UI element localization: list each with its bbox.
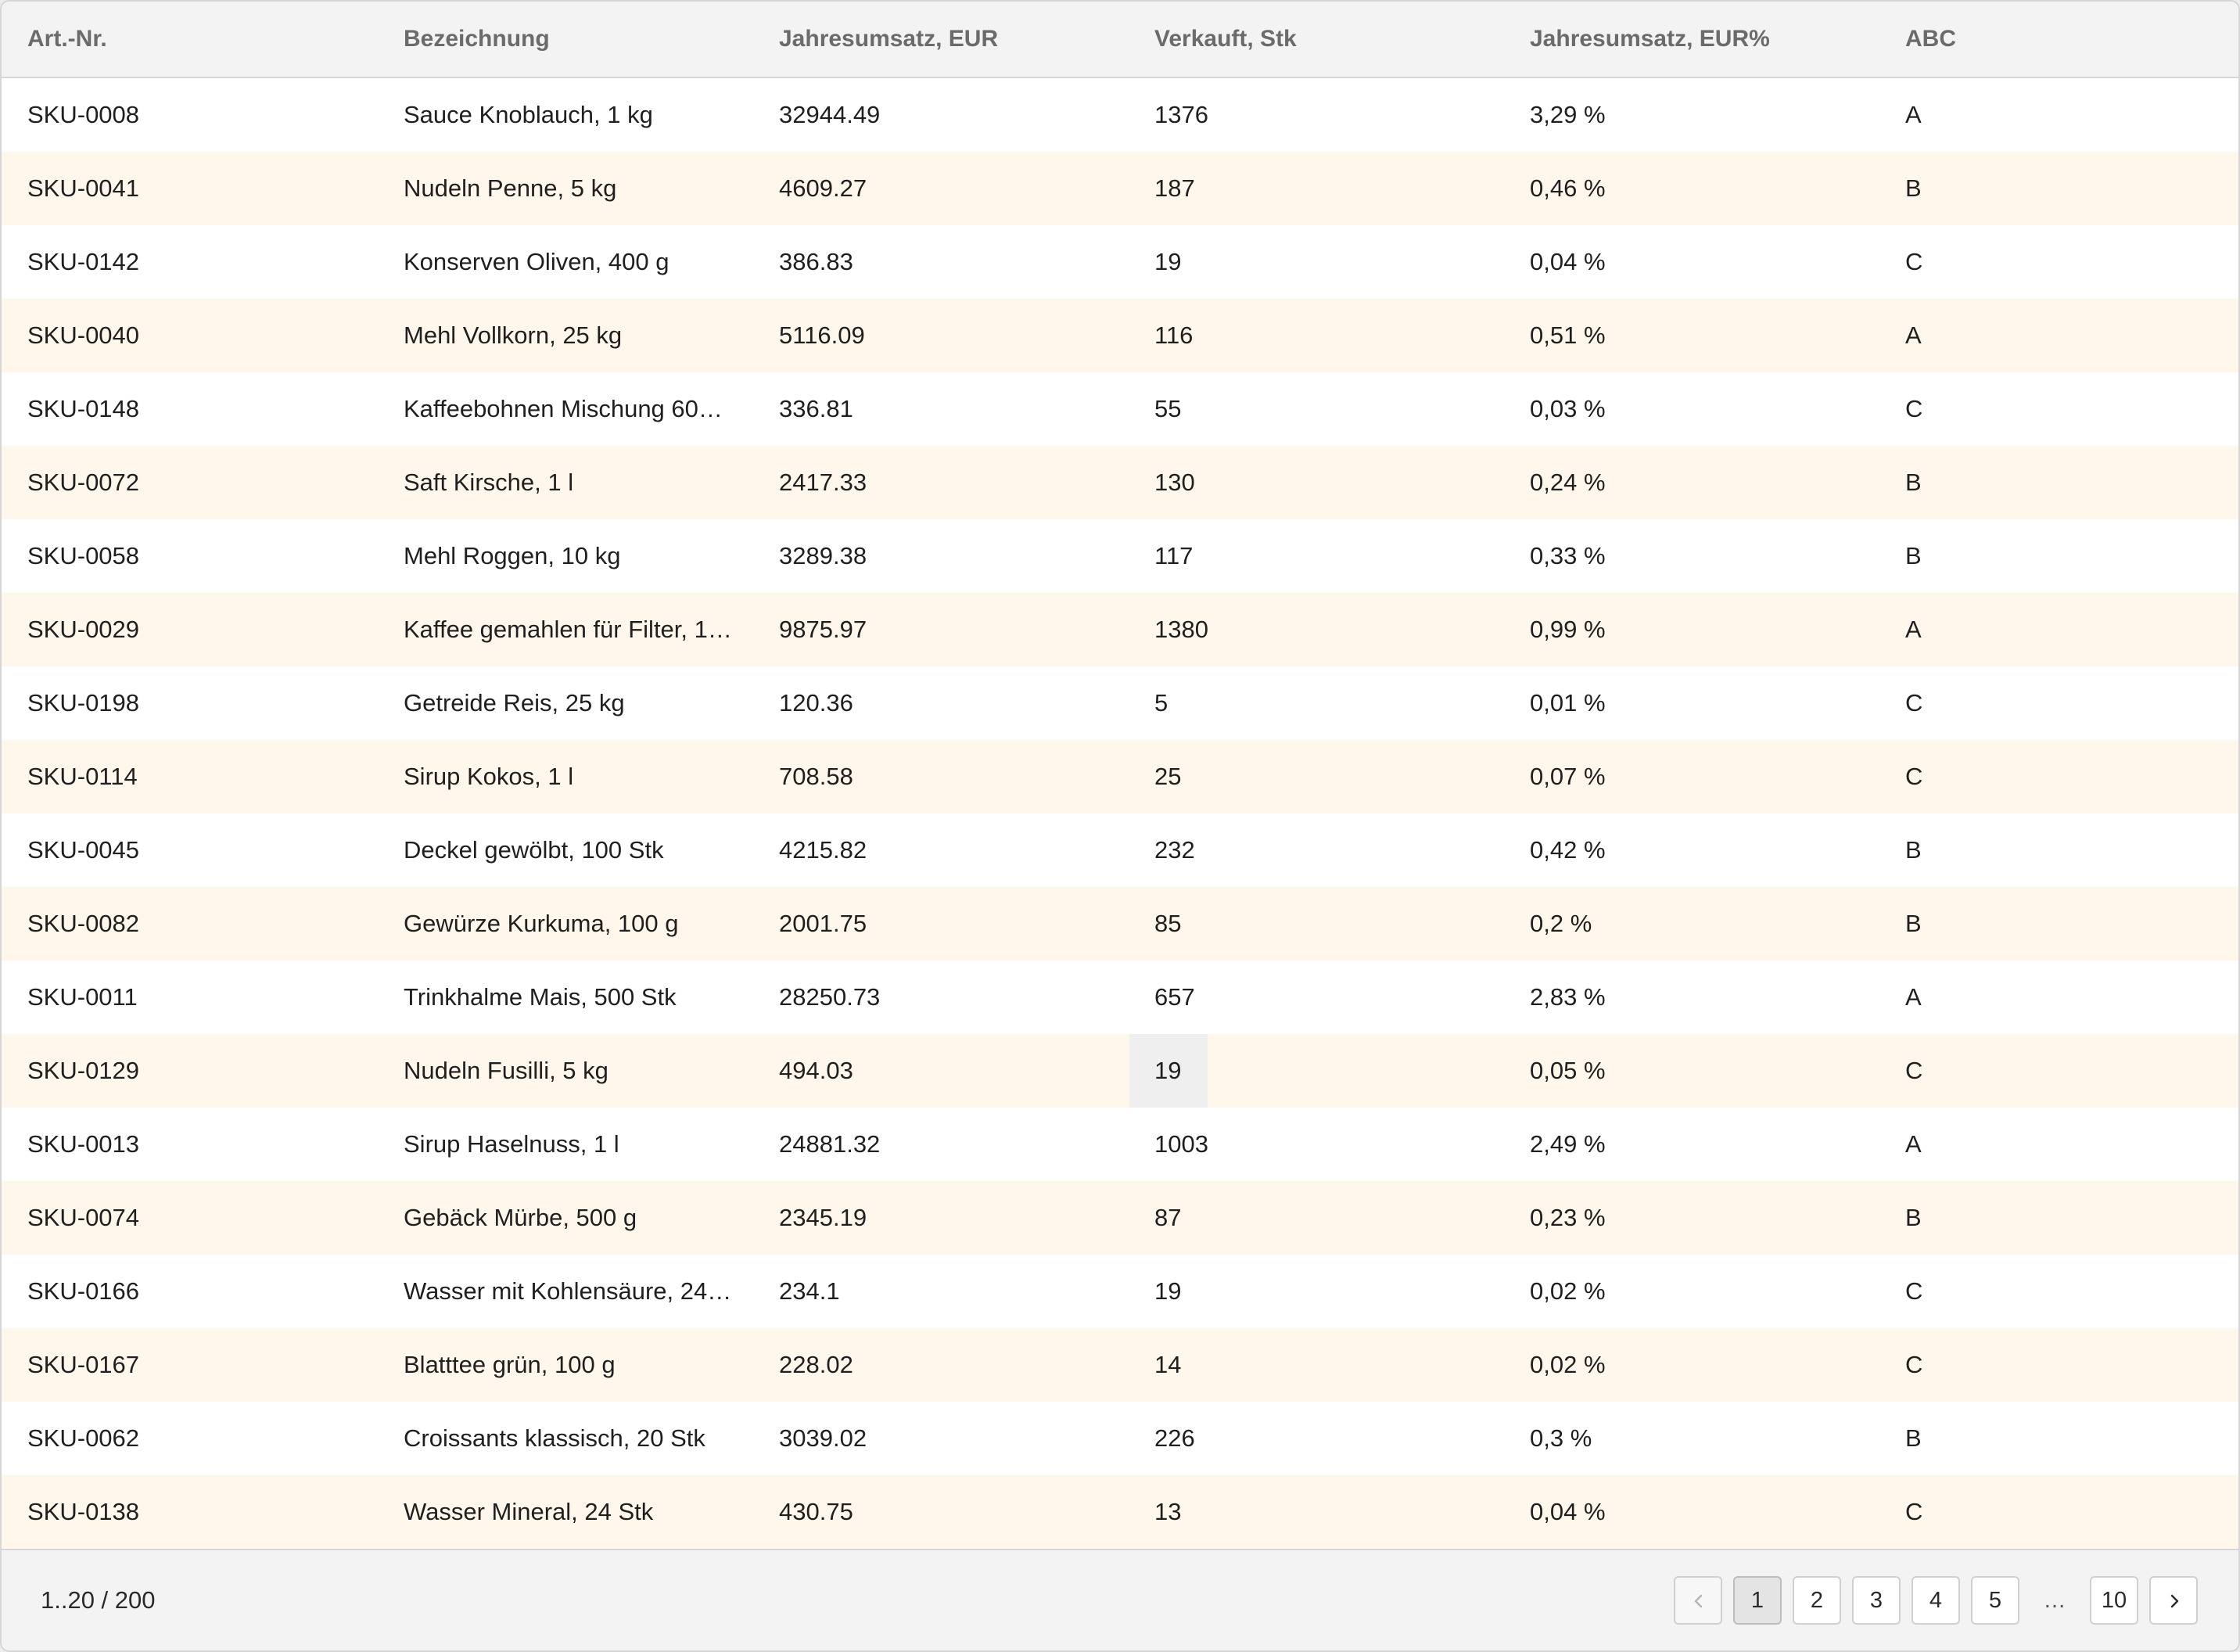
- cell-art-nr[interactable]: SKU-0166: [27, 1277, 140, 1305]
- page-button-3[interactable]: 3: [1852, 1576, 1901, 1625]
- table-row[interactable]: [2, 887, 2238, 961]
- header-col-jahresumsatz-pct[interactable]: Jahresumsatz, EUR%: [1530, 26, 1770, 52]
- cell-bezeichnung[interactable]: Wasser mit Kohlensäure, 24…: [404, 1277, 732, 1305]
- cell-jahresumsatz[interactable]: 494.03: [779, 1057, 853, 1084]
- cell-jahresumsatz-pct[interactable]: 0,99 %: [1530, 616, 1606, 643]
- cell-verkauft[interactable]: 85: [1154, 910, 1182, 937]
- cell-abc[interactable]: C: [1905, 395, 1923, 422]
- cell-bezeichnung[interactable]: Wasser Mineral, 24 Stk: [404, 1498, 654, 1525]
- cell-abc[interactable]: C: [1905, 689, 1923, 716]
- next-page-button[interactable]: [2149, 1576, 2198, 1625]
- cell-jahresumsatz[interactable]: 5116.09: [779, 321, 865, 349]
- cell-jahresumsatz[interactable]: 4609.27: [779, 174, 867, 202]
- page-button-5[interactable]: 5: [1971, 1576, 2019, 1625]
- cell-jahresumsatz[interactable]: 386.83: [779, 248, 853, 275]
- cell-art-nr[interactable]: SKU-0058: [27, 542, 140, 569]
- table-row[interactable]: [2, 1475, 2238, 1549]
- cell-jahresumsatz-pct[interactable]: 0,02 %: [1530, 1351, 1606, 1378]
- cell-jahresumsatz[interactable]: 9875.97: [779, 616, 867, 643]
- table-row[interactable]: [2, 1108, 2238, 1181]
- cell-abc[interactable]: C: [1905, 763, 1923, 790]
- cell-bezeichnung[interactable]: Mehl Vollkorn, 25 kg: [404, 321, 623, 349]
- header-col-art-nr[interactable]: Art.-Nr.: [27, 26, 107, 52]
- cell-jahresumsatz-pct[interactable]: 0,42 %: [1530, 836, 1606, 864]
- cell-jahresumsatz[interactable]: 2001.75: [779, 910, 867, 937]
- cell-art-nr[interactable]: SKU-0129: [27, 1057, 140, 1084]
- table-row[interactable]: [2, 225, 2238, 299]
- cell-bezeichnung[interactable]: Gebäck Mürbe, 500 g: [404, 1204, 637, 1231]
- pagination: [1674, 1576, 2198, 1625]
- cell-jahresumsatz[interactable]: 3039.02: [779, 1424, 867, 1452]
- page-button-1[interactable]: 1: [1733, 1576, 1782, 1625]
- prev-page-button[interactable]: [1674, 1576, 1722, 1625]
- cell-jahresumsatz-pct[interactable]: 0,04 %: [1530, 1498, 1606, 1525]
- table-row[interactable]: [2, 740, 2238, 813]
- cell-jahresumsatz-pct[interactable]: 0,51 %: [1530, 321, 1606, 349]
- cell-jahresumsatz[interactable]: 2417.33: [779, 469, 867, 496]
- cell-verkauft[interactable]: 55: [1154, 395, 1182, 422]
- cell-abc[interactable]: C: [1905, 1351, 1923, 1378]
- row-range-text: 1..20 / 200: [41, 1586, 156, 1614]
- cell-jahresumsatz-pct[interactable]: 0,2 %: [1530, 910, 1592, 937]
- table-row[interactable]: [2, 152, 2238, 225]
- cell-jahresumsatz-pct[interactable]: 0,05 %: [1530, 1057, 1606, 1084]
- cell-jahresumsatz[interactable]: 3289.38: [779, 542, 867, 569]
- cell-verkauft[interactable]: 87: [1154, 1204, 1182, 1231]
- cell-abc[interactable]: B: [1905, 1424, 1922, 1452]
- cell-art-nr[interactable]: SKU-0029: [27, 616, 140, 643]
- cell-bezeichnung[interactable]: Konserven Oliven, 400 g: [404, 248, 669, 275]
- cell-jahresumsatz-pct[interactable]: 0,03 %: [1530, 395, 1606, 422]
- cell-bezeichnung[interactable]: Sirup Haselnuss, 1 l: [404, 1130, 619, 1158]
- table-row[interactable]: [2, 813, 2238, 887]
- table-row[interactable]: [2, 1181, 2238, 1255]
- cell-abc[interactable]: B: [1905, 1204, 1922, 1231]
- cell-verkauft[interactable]: 25: [1154, 763, 1182, 790]
- cell-verkauft[interactable]: 117: [1154, 542, 1194, 569]
- cell-art-nr[interactable]: SKU-0011: [27, 983, 138, 1011]
- cell-jahresumsatz[interactable]: 430.75: [779, 1498, 853, 1525]
- page-button-10[interactable]: 10: [2090, 1576, 2138, 1625]
- cell-abc[interactable]: C: [1905, 248, 1923, 275]
- cell-jahresumsatz-pct[interactable]: 0,07 %: [1530, 763, 1606, 790]
- cell-art-nr[interactable]: SKU-0072: [27, 469, 140, 496]
- cell-abc[interactable]: B: [1905, 910, 1922, 937]
- cell-verkauft[interactable]: 130: [1154, 469, 1195, 496]
- header-col-jahresumsatz[interactable]: Jahresumsatz, EUR: [779, 26, 999, 52]
- cell-verkauft[interactable]: 1376: [1154, 101, 1208, 128]
- cell-jahresumsatz[interactable]: 28250.73: [779, 983, 881, 1011]
- cell-jahresumsatz-pct[interactable]: 0,01 %: [1530, 689, 1606, 716]
- cell-jahresumsatz-pct[interactable]: 0,02 %: [1530, 1277, 1606, 1305]
- cell-bezeichnung[interactable]: Nudeln Penne, 5 kg: [404, 174, 617, 202]
- cell-jahresumsatz-pct[interactable]: 2,83 %: [1530, 983, 1606, 1011]
- cell-abc[interactable]: A: [1905, 1130, 1922, 1158]
- cell-verkauft[interactable]: 226: [1154, 1424, 1195, 1452]
- cell-abc[interactable]: B: [1905, 469, 1922, 496]
- table-row[interactable]: [2, 1328, 2238, 1402]
- cell-verkauft[interactable]: 657: [1154, 983, 1195, 1011]
- cell-jahresumsatz[interactable]: 708.58: [779, 763, 853, 790]
- cell-art-nr[interactable]: SKU-0013: [27, 1130, 140, 1158]
- cell-bezeichnung[interactable]: Getreide Reis, 25 kg: [404, 689, 625, 716]
- cell-jahresumsatz[interactable]: 336.81: [779, 395, 853, 422]
- cell-verkauft[interactable]: 5: [1154, 689, 1168, 716]
- cell-verkauft[interactable]: 187: [1154, 174, 1195, 202]
- page-button-2[interactable]: 2: [1793, 1576, 1841, 1625]
- chevron-right-icon: [2166, 1593, 2183, 1610]
- header-col-verkauft[interactable]: Verkauft, Stk: [1154, 26, 1297, 52]
- cell-abc[interactable]: C: [1905, 1057, 1923, 1084]
- table-row[interactable]: [2, 666, 2238, 740]
- cell-jahresumsatz-pct[interactable]: 0,3 %: [1530, 1424, 1592, 1452]
- cell-jahresumsatz-pct[interactable]: 0,24 %: [1530, 469, 1606, 496]
- cell-verkauft[interactable]: 19: [1154, 1277, 1182, 1305]
- cell-verkauft[interactable]: 13: [1154, 1498, 1182, 1525]
- cell-art-nr[interactable]: SKU-0062: [27, 1424, 140, 1452]
- cell-bezeichnung[interactable]: Nudeln Fusilli, 5 kg: [404, 1057, 608, 1084]
- cell-jahresumsatz[interactable]: 2345.19: [779, 1204, 867, 1231]
- cell-jahresumsatz-pct[interactable]: 0,04 %: [1530, 248, 1606, 275]
- cell-art-nr[interactable]: SKU-0008: [27, 101, 140, 128]
- cell-bezeichnung[interactable]: Mehl Roggen, 10 kg: [404, 542, 621, 569]
- cell-jahresumsatz-pct[interactable]: 2,49 %: [1530, 1130, 1606, 1158]
- cell-bezeichnung[interactable]: Gewürze Kurkuma, 100 g: [404, 910, 679, 937]
- table-row[interactable]: [2, 372, 2238, 446]
- cell-verkauft[interactable]: 1380: [1154, 616, 1208, 643]
- cell-jahresumsatz[interactable]: 4215.82: [779, 836, 867, 864]
- header-col-bezeichnung[interactable]: Bezeichnung: [404, 26, 550, 52]
- cell-abc[interactable]: B: [1905, 542, 1922, 569]
- cell-jahresumsatz-pct[interactable]: 3,29 %: [1530, 101, 1606, 128]
- cell-jahresumsatz[interactable]: 228.02: [779, 1351, 853, 1378]
- table-row[interactable]: [2, 78, 2238, 152]
- cell-abc[interactable]: A: [1905, 101, 1922, 128]
- cell-bezeichnung[interactable]: Trinkhalme Mais, 500 Stk: [404, 983, 677, 1011]
- cell-verkauft[interactable]: 232: [1154, 836, 1195, 864]
- table-row[interactable]: [2, 593, 2238, 666]
- cell-bezeichnung[interactable]: Kaffeebohnen Mischung 60…: [404, 395, 723, 422]
- cell-jahresumsatz[interactable]: 32944.49: [779, 101, 881, 128]
- cell-abc[interactable]: B: [1905, 174, 1922, 202]
- cell-bezeichnung[interactable]: Deckel gewölbt, 100 Stk: [404, 836, 664, 864]
- cell-abc[interactable]: B: [1905, 836, 1922, 864]
- cell-art-nr[interactable]: SKU-0114: [27, 763, 138, 790]
- cell-verkauft[interactable]: 1003: [1154, 1130, 1208, 1158]
- cell-verkauft[interactable]: 116: [1154, 321, 1194, 349]
- cell-bezeichnung[interactable]: Croissants klassisch, 20 Stk: [404, 1424, 705, 1452]
- cell-abc[interactable]: A: [1905, 321, 1922, 349]
- table-row[interactable]: [2, 519, 2238, 593]
- cell-jahresumsatz-pct[interactable]: 0,46 %: [1530, 174, 1606, 202]
- cell-art-nr[interactable]: SKU-0167: [27, 1351, 140, 1378]
- header-col-abc[interactable]: ABC: [1905, 26, 1956, 52]
- cell-jahresumsatz-pct[interactable]: 0,33 %: [1530, 542, 1606, 569]
- table-row[interactable]: [2, 1034, 2238, 1108]
- cell-jahresumsatz[interactable]: 24881.32: [779, 1130, 881, 1158]
- grid-footer: [2, 1549, 2238, 1650]
- cell-abc[interactable]: A: [1905, 983, 1922, 1011]
- cell-bezeichnung[interactable]: Sauce Knoblauch, 1 kg: [404, 101, 653, 128]
- table-row[interactable]: [2, 446, 2238, 519]
- cell-art-nr[interactable]: SKU-0148: [27, 395, 140, 422]
- cell-art-nr[interactable]: SKU-0041: [27, 174, 140, 202]
- cell-bezeichnung[interactable]: Saft Kirsche, 1 l: [404, 469, 574, 496]
- cell-art-nr[interactable]: SKU-0082: [27, 910, 140, 937]
- cell-jahresumsatz-pct[interactable]: 0,23 %: [1530, 1204, 1606, 1231]
- table-row[interactable]: [2, 1402, 2238, 1475]
- cell-verkauft[interactable]: 19: [1154, 1057, 1182, 1084]
- chevron-left-icon: [1690, 1593, 1707, 1610]
- cell-verkauft[interactable]: 19: [1154, 248, 1182, 275]
- cell-bezeichnung[interactable]: Blatttee grün, 100 g: [404, 1351, 616, 1378]
- table-row[interactable]: [2, 1255, 2238, 1328]
- cell-bezeichnung[interactable]: Kaffee gemahlen für Filter, 1…: [404, 616, 732, 643]
- cell-art-nr[interactable]: SKU-0040: [27, 321, 140, 349]
- grid-header: [2, 2, 2238, 78]
- page-button-4[interactable]: 4: [1912, 1576, 1960, 1625]
- cell-art-nr[interactable]: SKU-0142: [27, 248, 140, 275]
- cell-jahresumsatz[interactable]: 120.36: [779, 689, 853, 716]
- cell-abc[interactable]: A: [1905, 616, 1922, 643]
- pagination-ellipsis: …: [2043, 1588, 2066, 1613]
- grid-body: [2, 78, 2238, 1549]
- table-row[interactable]: [2, 299, 2238, 372]
- table-row[interactable]: [2, 961, 2238, 1034]
- cell-bezeichnung[interactable]: Sirup Kokos, 1 l: [404, 763, 574, 790]
- cell-art-nr[interactable]: SKU-0074: [27, 1204, 140, 1231]
- cell-abc[interactable]: C: [1905, 1498, 1923, 1525]
- cell-art-nr[interactable]: SKU-0198: [27, 689, 140, 716]
- cell-jahresumsatz[interactable]: 234.1: [779, 1277, 840, 1305]
- cell-art-nr[interactable]: SKU-0138: [27, 1498, 140, 1525]
- cell-verkauft[interactable]: 14: [1154, 1351, 1182, 1378]
- cell-abc[interactable]: C: [1905, 1277, 1923, 1305]
- cell-art-nr[interactable]: SKU-0045: [27, 836, 140, 864]
